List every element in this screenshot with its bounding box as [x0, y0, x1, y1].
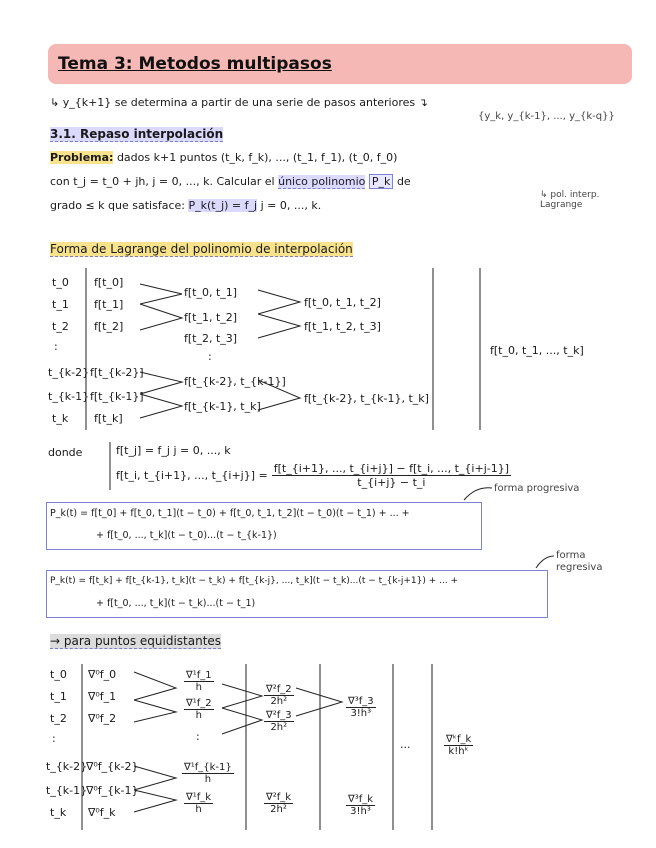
donde-lhs: f[t_i, t_{i+1}, ..., t_{i+j}] =	[116, 469, 268, 482]
donde-num: f[t_{i+1}, ..., t_{i+j}] − f[t_i, ..., t_{i+j-1}]	[273, 462, 510, 475]
regresiva-label: forma regresiva	[556, 550, 603, 573]
equi-t-0: t_0	[50, 668, 67, 681]
problem-de: de	[396, 175, 411, 188]
equi-c4-1	[346, 794, 375, 817]
equi-f-3: ∇⁰f_{k-2}	[86, 760, 139, 773]
equi-c4-0-den: 3!h³	[350, 708, 372, 719]
equi-c2-0	[184, 670, 214, 693]
equi-final-den: k!hᵏ	[448, 746, 469, 757]
lag-t-3: :	[54, 340, 58, 353]
equi-dots: ...	[400, 738, 411, 751]
lag-f-4: f[t_{k-1}]	[90, 390, 144, 403]
problem-line3: grado ≤ k que satisface:	[50, 199, 185, 212]
equi-c3-0-den: 2h²	[270, 696, 288, 707]
lag-final: f[t_0, t_1, ..., t_k]	[490, 344, 584, 357]
equi-c2-1-den: h	[195, 710, 202, 721]
problem-range: j = 0, ..., k.	[260, 199, 322, 212]
equi-final	[444, 734, 473, 757]
problem-unique: único polinomio	[278, 175, 366, 188]
equi-c4-0-num: ∇³f_3	[348, 696, 374, 707]
equi-c3-2	[264, 792, 293, 815]
equi-c2-0-num: ∇¹f_1	[186, 670, 212, 681]
lag-c2-3: :	[208, 350, 212, 363]
progresiva-line1: P_k(t) = f[t_0] + f[t_0, t_1](t − t_0) + f[t_0, t_1, t_2](t − t_0)(t − t_1) + ... +	[50, 508, 410, 519]
equi-t-6: t_k	[50, 806, 67, 819]
intro-line: ↳ y_{k+1} se determina a partir de una serie de pasos anteriores ↴	[50, 96, 428, 109]
equi-heading: → para puntos equidistantes	[50, 634, 222, 648]
lag-f-0: f[t_0]	[94, 276, 124, 289]
equi-c2-dots: :	[196, 730, 200, 743]
equi-c3-1	[264, 710, 294, 733]
equi-t-2: t_2	[50, 712, 67, 725]
equi-c2-1-num: ∇¹f_2	[186, 698, 212, 709]
lag-f-5: f[t_k]	[94, 412, 123, 425]
equi-c3-1-den: 2h²	[270, 722, 288, 733]
lag-t-2: t_2	[52, 320, 69, 333]
section-heading: 3.1. Repaso interpolación	[50, 127, 224, 141]
equi-c2-3-den: h	[195, 804, 202, 815]
equi-c4-0	[346, 696, 376, 719]
equi-c3-2-num: ∇²f_k	[266, 792, 292, 803]
equi-c2-3	[184, 792, 213, 815]
intro-set: {y_k, y_{k-1}, ..., y_{k-q}}	[478, 111, 615, 122]
lagrange-heading: Forma de Lagrange del polinomio de interpolación	[50, 242, 353, 256]
lag-c3-0: f[t_0, t_1, t_2]	[304, 296, 381, 309]
lag-t-1: t_1	[52, 298, 69, 311]
donde-label: donde	[48, 446, 83, 459]
lag-c3-2: f[t_{k-2}, t_{k-1}, t_k]	[304, 392, 429, 405]
equi-f-2: ∇⁰f_2	[88, 712, 117, 725]
equi-f-1: ∇⁰f_1	[88, 690, 117, 703]
equi-c2-1	[184, 698, 214, 721]
equi-c2-3-num: ∇¹f_k	[186, 792, 212, 803]
lag-t-4: t_{k-2}	[48, 366, 90, 379]
regresiva-line1: P_k(t) = f[t_k] + f[t_{k-1}, t_k](t − t_k) + f[t_{k-j}, ..., t_k](t − t_k)...(t − t_{k-j+1}) + ... +	[50, 576, 459, 586]
regresiva-line2: + f[t_0, ..., t_k](t − t_k)...(t − t_1)	[96, 598, 256, 609]
donde-den: t_{i+j} − t_i	[357, 476, 426, 489]
problem-line1: dados k+1 puntos (t_k, f_k), ..., (t_1, f_1), (t_0, f_0)	[116, 151, 398, 164]
lag-f-1: f[t_1]	[94, 298, 124, 311]
lag-c2-1: f[t_1, t_2]	[184, 311, 238, 324]
problem-cond: P_k(t_j) = f_j	[188, 199, 258, 212]
lag-f-3: f[t_{k-2}]	[90, 366, 144, 379]
problem-line2: con t_j = t_0 + jh, j = 0, ..., k. Calcular el	[50, 175, 275, 188]
equi-c4-1-num: ∇³f_k	[348, 794, 374, 805]
equi-t-5: t_{k-1}	[46, 784, 88, 797]
equi-c3-0-num: ∇²f_2	[266, 684, 292, 695]
page-title: Tema 3: Metodos multipasos	[58, 54, 332, 74]
progresiva-line2: + f[t_0, ..., t_k](t − t_0)...(t − t_{k-1})	[96, 530, 277, 541]
equi-c2-2-den: h	[204, 774, 212, 785]
lag-c3-1: f[t_1, t_2, t_3]	[304, 320, 381, 333]
equi-c2-2-num: ∇¹f_{k-1}	[184, 762, 232, 773]
equi-c4-1-den: 3!h³	[350, 806, 371, 817]
equi-t-4: t_{k-2}	[46, 760, 88, 773]
lag-f-2: f[t_2]	[94, 320, 124, 333]
equi-c3-2-den: 2h²	[270, 804, 287, 815]
lag-c2-5: f[t_{k-1}, t_k]	[184, 400, 261, 413]
equi-f-4: ∇⁰f_{k-1}	[86, 784, 139, 797]
donde-line1: f[t_j] = f_j j = 0, ..., k	[116, 444, 231, 457]
lag-c2-2: f[t_2, t_3]	[184, 332, 238, 345]
lag-t-6: t_k	[52, 412, 69, 425]
lag-c2-4: f[t_{k-2}, t_{k-1}]	[184, 375, 286, 388]
problem-label: Problema:	[50, 151, 114, 164]
side-note: ↳ pol. interp. Lagrange	[540, 190, 600, 210]
equi-f-5: ∇⁰f_k	[88, 806, 116, 819]
equi-c2-2	[182, 762, 234, 785]
lag-t-0: t_0	[52, 276, 69, 289]
equi-t-1: t_1	[50, 690, 67, 703]
equi-c2-0-den: h	[195, 682, 202, 693]
equi-t-3: :	[52, 732, 56, 745]
lag-c2-0: f[t_0, t_1]	[184, 286, 238, 299]
problem-pk: P_k	[369, 174, 394, 189]
lag-t-5: t_{k-1}	[48, 390, 90, 403]
equi-c3-1-num: ∇²f_3	[266, 710, 292, 721]
equi-c3-0	[264, 684, 294, 707]
equi-f-0: ∇⁰f_0	[88, 668, 117, 681]
equi-final-num: ∇ᵏf_k	[446, 734, 472, 745]
progresiva-label: forma progresiva	[494, 483, 580, 494]
